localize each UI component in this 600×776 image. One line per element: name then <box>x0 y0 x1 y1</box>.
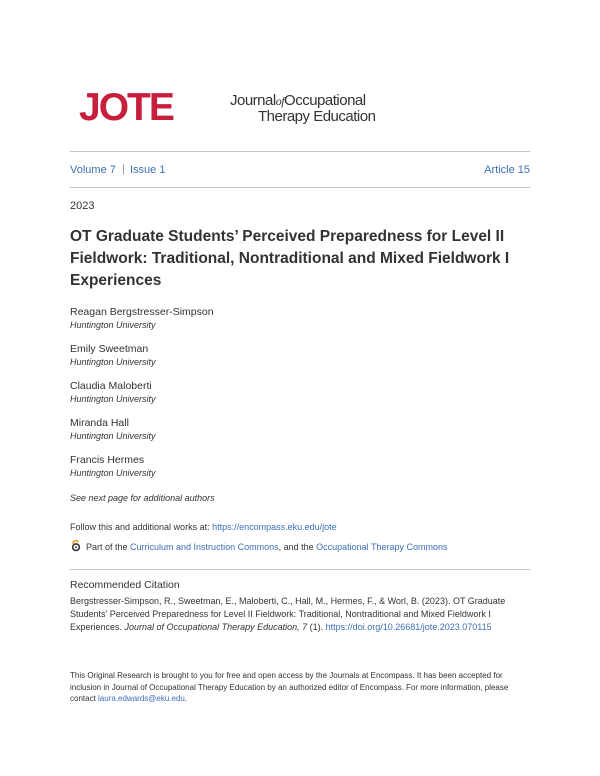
publication-year: 2023 <box>70 200 95 212</box>
recommended-citation-text <box>70 595 532 634</box>
meta-divider <box>70 187 530 188</box>
author-affiliation: Huntington University <box>70 468 156 478</box>
author-entry <box>70 379 510 416</box>
author-list <box>70 305 510 490</box>
part-of-middle: , and the <box>278 542 317 552</box>
author-name: Emily Sweetman <box>70 343 149 355</box>
citation-journal: Journal of Occupational Therapy Education, 7 <box>124 622 308 632</box>
author-affiliation: Huntington University <box>70 320 156 330</box>
occupational-therapy-commons-link[interactable]: Occupational Therapy Commons <box>316 542 448 552</box>
contact-email-link[interactable]: laura.edwards@eku.edu <box>98 694 185 703</box>
footer-end: . <box>184 694 188 703</box>
volume-link[interactable]: Volume 7 <box>70 164 116 176</box>
part-of-prefix: Part of the <box>86 542 131 552</box>
journal-name-word-journal: Journal <box>230 92 276 109</box>
issue-link[interactable]: Issue 1 <box>130 164 166 176</box>
author-affiliation: Huntington University <box>70 431 156 441</box>
author-entry <box>70 342 510 379</box>
author-name: Miranda Hall <box>70 417 129 429</box>
volume-issue-row <box>70 164 530 178</box>
volume-issue-separator: | <box>122 163 125 175</box>
journal-name-word-occupational: Occupational <box>284 92 366 109</box>
journal-name-word-of: of <box>275 94 285 108</box>
author-name: Claudia Maloberti <box>70 380 152 392</box>
citation-issue: (1). <box>307 622 326 632</box>
author-entry <box>70 416 510 453</box>
author-name: Reagan Bergstresser-Simpson <box>70 306 214 318</box>
citation-body: Bergstresser-Simpson, R., Sweetman, E., Maloberti, C., Hall, M., Hermes, F., & Worl, B. (2023). OT Graduate Students’ Perceived Preparedness for Level II Fieldwork: Traditional, Nontraditional and Mixed Fieldwork I Experiences. <box>70 596 506 632</box>
author-entry <box>70 305 510 342</box>
author-affiliation: Huntington University <box>70 357 156 367</box>
header-divider <box>70 151 530 152</box>
see-next-page-note: See next page for additional authors <box>70 493 215 503</box>
doi-link[interactable]: https://doi.org/10.26681/jote.2023.070115 <box>325 622 492 632</box>
author-entry <box>70 453 510 490</box>
access-footer-note <box>70 670 532 705</box>
article-title[interactable]: OT Graduate Students’ Perceived Preparedness for Level II Fieldwork: Traditional, Nontraditional and Mixed Fieldwork I Experiences <box>70 228 510 289</box>
journal-name-logo <box>230 93 375 125</box>
article-link[interactable]: Article 15 <box>484 164 530 176</box>
jote-logo: JOTE <box>79 86 173 129</box>
open-access-icon <box>70 540 82 552</box>
repository-link[interactable]: https://encompass.eku.edu/jote <box>212 522 337 532</box>
journal-name-line2: Therapy Education <box>258 108 376 125</box>
citation-divider <box>70 569 530 570</box>
author-name: Francis Hermes <box>70 454 145 466</box>
recommended-citation-heading: Recommended Citation <box>70 579 180 591</box>
follow-line <box>70 522 337 532</box>
follow-prefix: Follow this and additional works at: <box>70 522 213 532</box>
author-affiliation: Huntington University <box>70 394 156 404</box>
curriculum-commons-link[interactable]: Curriculum and Instruction Commons <box>130 542 279 552</box>
footer-text: This Original Research is brought to you for free and open access by the Journals at Encompass. It has been accepted for inclusion in Journal of Occupational Therapy Education by an authorized editor of Encompass. For more information, please contact <box>70 671 509 703</box>
part-of-line <box>70 540 448 552</box>
